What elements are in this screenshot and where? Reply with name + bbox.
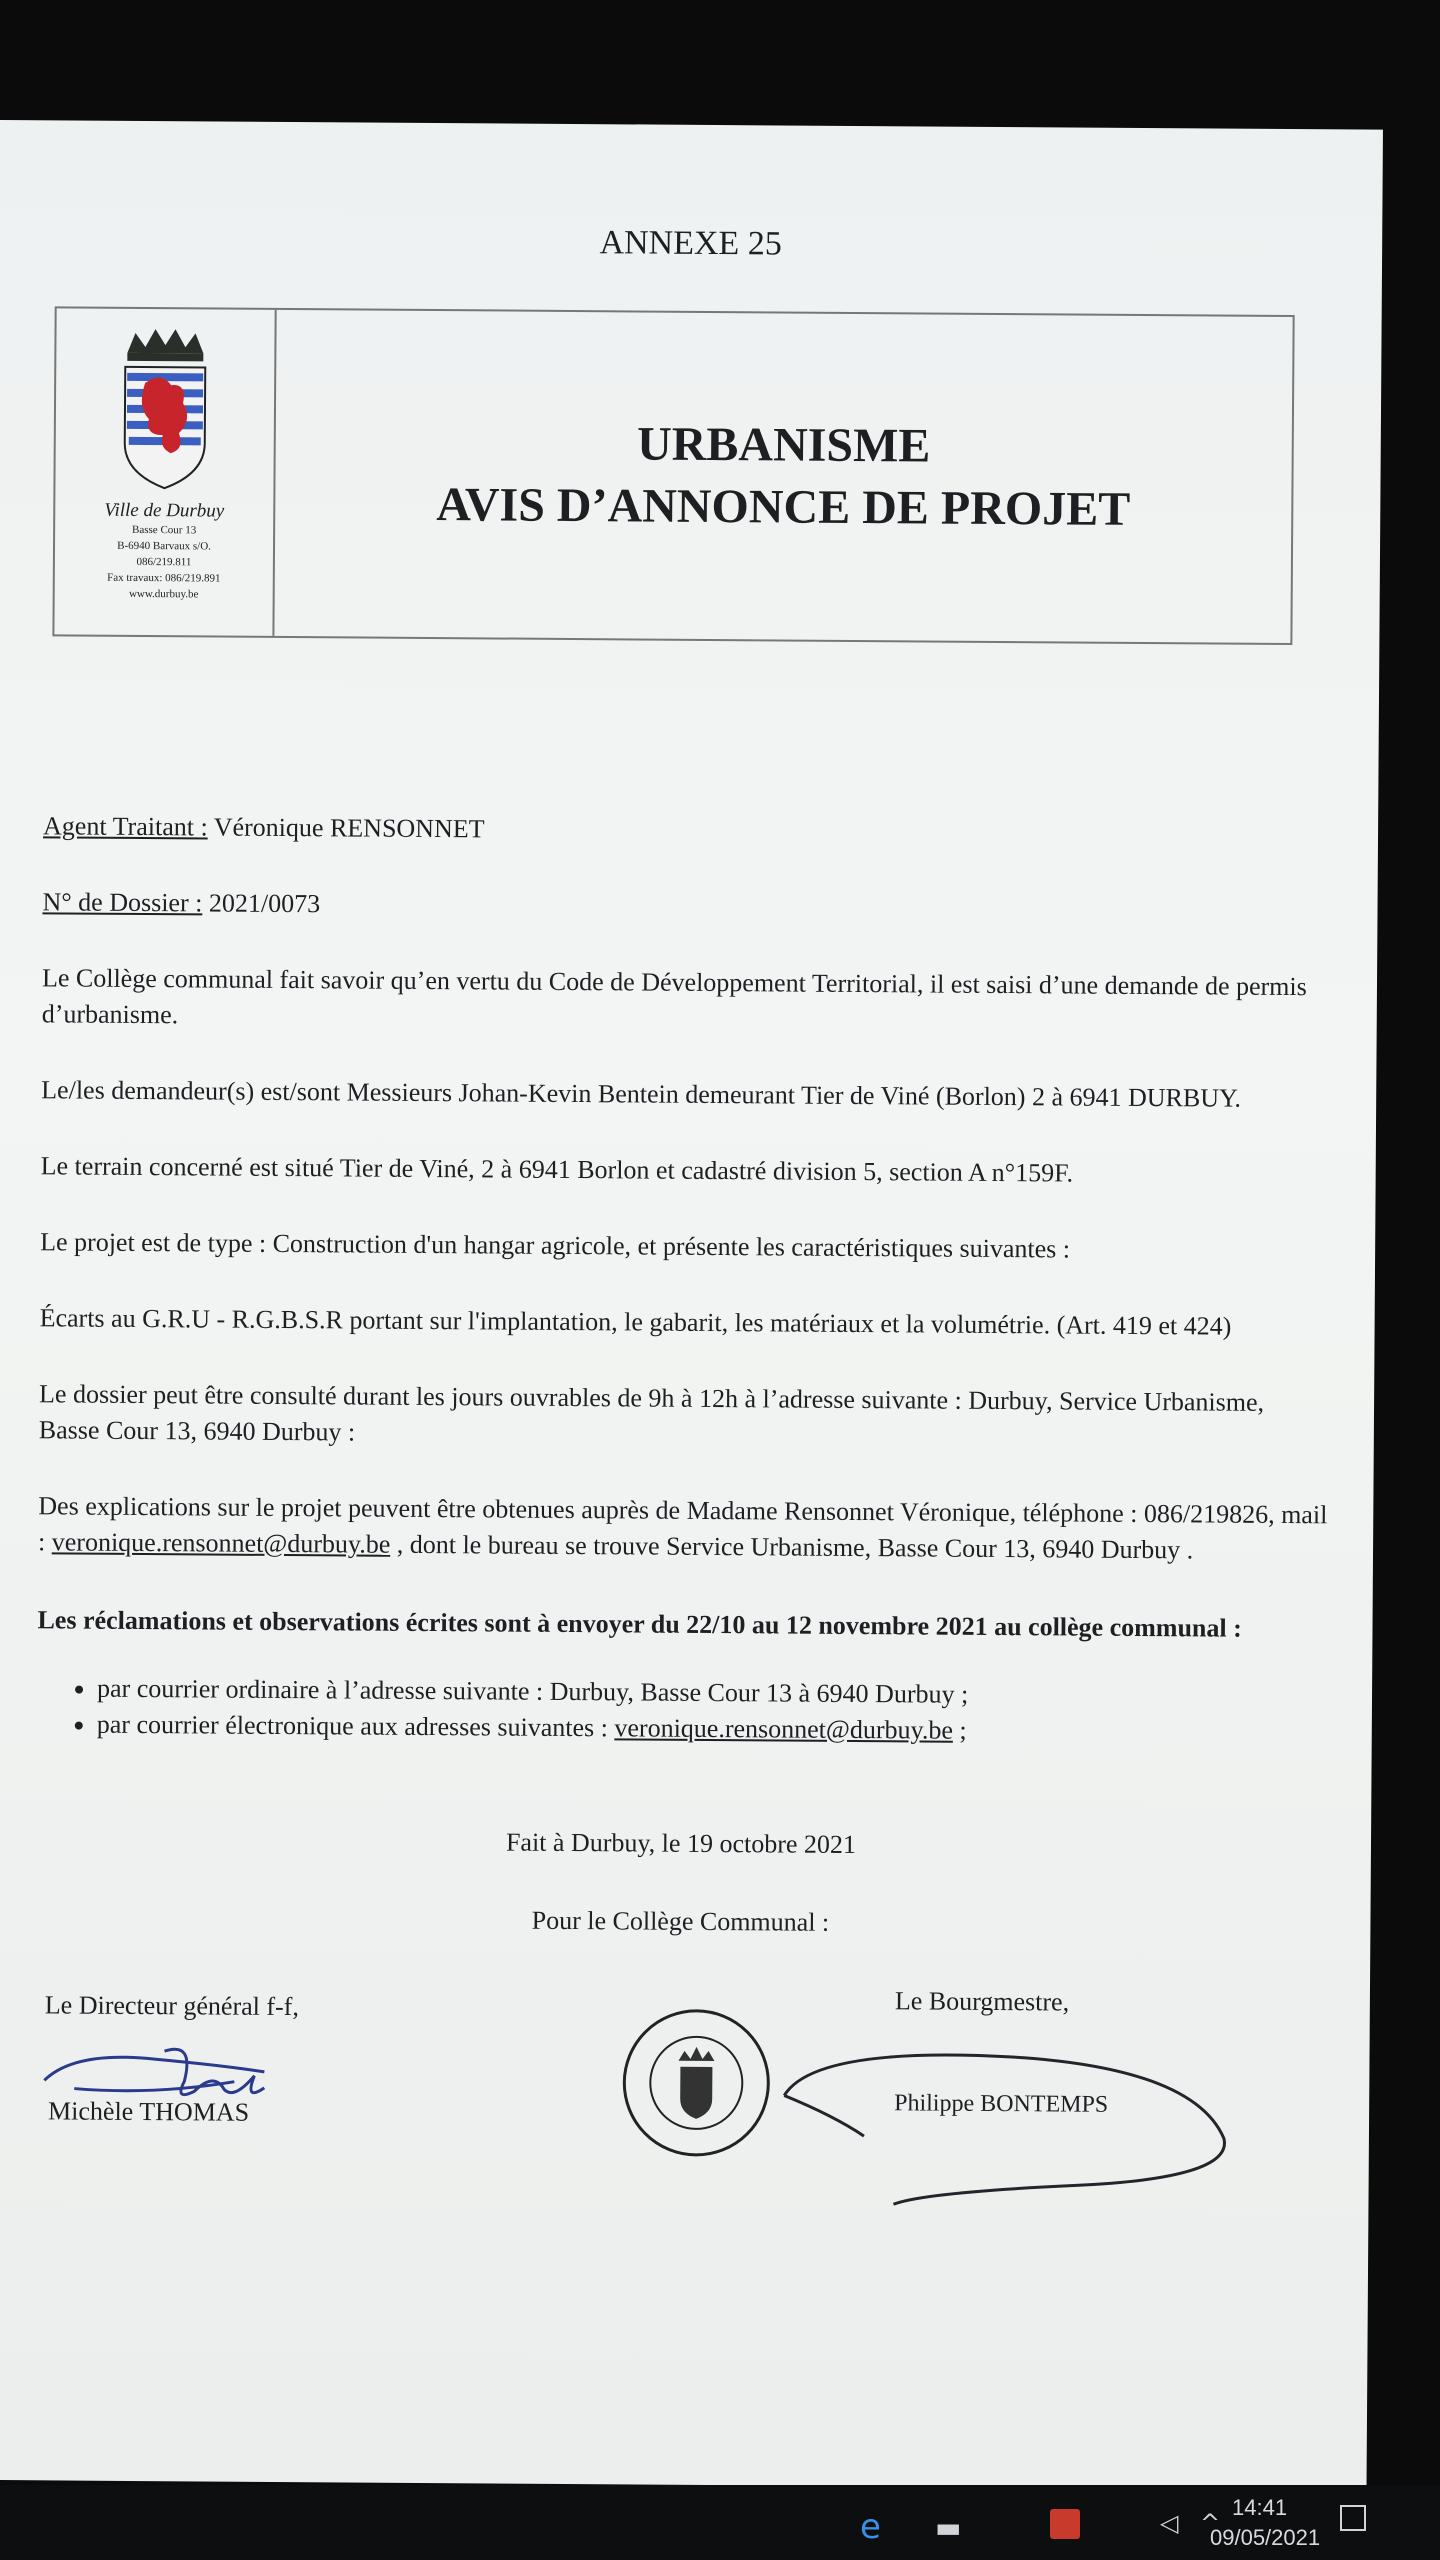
- explanations-text: Des explications sur le projet peuvent être obtenues auprès de Madame Rensonnet Véronique, téléphone : 086/219826, mail :: [37, 1491, 1328, 1557]
- place-date: Fait à Durbuy, le 19 octobre 2021: [505, 1827, 857, 1860]
- file-explorer-icon[interactable]: ▬: [935, 2511, 962, 2544]
- durbuy-crest-icon: [114, 323, 215, 494]
- contact-email-link[interactable]: veronique.rensonnet@durbuy.be: [51, 1527, 391, 1559]
- taskbar-date[interactable]: 09/05/2021: [1210, 2525, 1321, 2550]
- notification-center-icon[interactable]: [1340, 2505, 1366, 2531]
- director-title: Le Directeur général f-f,: [44, 1990, 299, 2022]
- logo-postal: B-6940 Barvaux s/O.: [117, 539, 211, 553]
- dossier-line: [42, 884, 1332, 929]
- logo-website: www.durbuy.be: [128, 587, 199, 601]
- logo-city-name: Ville de Durbuy: [104, 499, 225, 522]
- explanations-text-end: , dont le bureau se trouve Service Urbanisme, Basse Cour 13, 6940 Durbuy .: [390, 1529, 1194, 1565]
- paragraph-land: Le terrain concerné est situé Tier de Viné, 2 à 6941 Borlon et cadastré division 5, section A n°159F.: [40, 1151, 1074, 1188]
- edge-browser-icon[interactable]: e: [860, 2507, 881, 2547]
- dossier-value: 2021/0073: [202, 888, 321, 919]
- annex-label: ANNEXE 25: [599, 224, 782, 263]
- title-cell: [274, 310, 1292, 643]
- title-avis: AVIS D’ANNONCE DE PROJET: [436, 478, 1131, 536]
- paragraph-deviations: Écarts au G.R.U - R.G.B.S.R portant sur l'implantation, le gabarit, les matériaux et la volumétrie. (Art. 419 et 424): [39, 1303, 1232, 1341]
- bullet-email: [97, 1707, 1327, 1752]
- document-page: [0, 120, 1383, 2490]
- bullet-postal-text: par courrier ordinaire à l’adresse suivante : Durbuy, Basse Cour 13 à 6940 Durbuy ;: [96, 1673, 969, 1709]
- logo-phone: 086/219.811: [136, 555, 192, 569]
- agent-value: Véronique RENSONNET: [207, 812, 485, 844]
- claims-bullet-list: [37, 1670, 1327, 1751]
- for-college: Pour le Collège Communal :: [531, 1905, 830, 1937]
- taskbar-time[interactable]: 14:41: [1232, 2495, 1288, 2520]
- claims-email-link[interactable]: veronique.rensonnet@durbuy.be: [614, 1713, 954, 1745]
- logo-address: Basse Cour 13: [132, 523, 197, 537]
- windows-taskbar: [0, 2485, 1440, 2560]
- powerpoint-icon[interactable]: [1050, 2509, 1080, 2539]
- title-urbanisme: URBANISME: [636, 417, 931, 473]
- director-name: Michèle THOMAS: [48, 2096, 250, 2127]
- paragraph-claims: Les réclamations et observations écrites sont à envoyer du 22/10 au 12 novembre 2021 au collège communal :: [37, 1605, 1242, 1643]
- mayor-signature-icon: [773, 2035, 1254, 2208]
- bullet-email-end: ;: [952, 1715, 967, 1745]
- tray-chevron-icon[interactable]: ^: [1200, 2509, 1221, 2537]
- document-body: [37, 680, 1334, 2127]
- mayor-title: Le Bourgmestre,: [894, 1986, 1070, 2017]
- commune-seal-stamp: [616, 2002, 777, 2163]
- logo-cell: [54, 308, 276, 636]
- mayor-name: Philippe BONTEMPS: [894, 2090, 1109, 2118]
- paragraph-explanations: [38, 1488, 1328, 1569]
- header-box: [52, 306, 1294, 645]
- paragraph-intro: Le Collège communal fait savoir qu’en vertu du Code de Développement Territorial, il est saisi d’une demande de permis d’urbanisme.: [41, 963, 1307, 1030]
- paragraph-applicant: Le/les demandeur(s) est/sont Messieurs Johan-Kevin Bentein demeurant Tier de Viné (Borlon) 2 à 6941 DURBUY.: [41, 1075, 1242, 1113]
- paragraph-project-type: Le projet est de type : Construction d'un hangar agricole, et présente les caractéristiques suivantes :: [40, 1227, 1071, 1264]
- paragraph-consultation: Le dossier peut être consulté durant les jours ouvrables de 9h à 12h à l’adresse suivante : Durbuy, Service Urbanisme, Basse Cour 13, 6940 Durbuy :: [38, 1379, 1265, 1447]
- volume-icon[interactable]: ◁: [1160, 2509, 1179, 2537]
- dossier-label: N° de Dossier :: [42, 887, 203, 918]
- bullet-email-text: par courrier électronique aux adresses suivantes :: [96, 1709, 615, 1743]
- logo-fax: Fax travaux: 086/219.891: [107, 571, 221, 585]
- agent-label: Agent Traitant :: [42, 811, 208, 842]
- agent-line: [43, 808, 1333, 853]
